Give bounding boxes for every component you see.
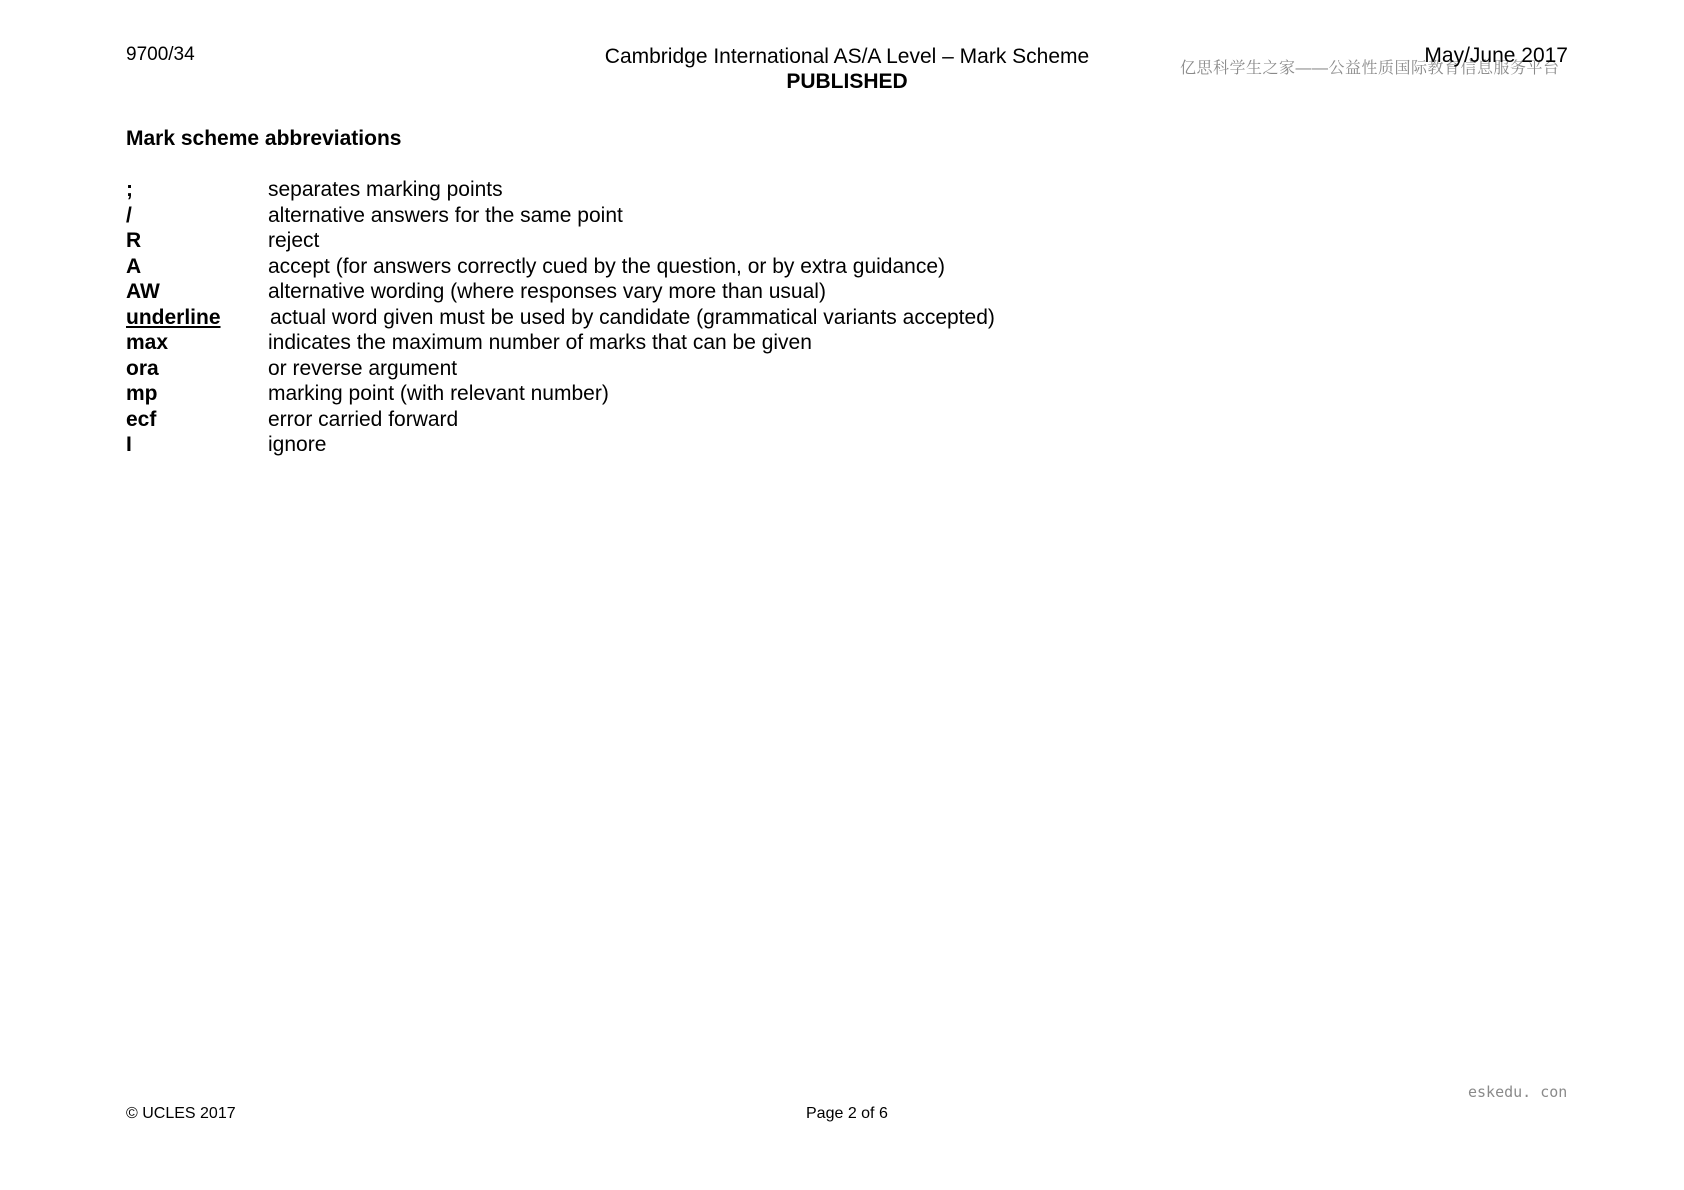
abbreviation-row (126, 330, 995, 356)
header-center (592, 44, 1102, 94)
abbreviation-term: ; (126, 178, 133, 201)
abbreviation-term: max (126, 331, 169, 354)
abbreviation-term: mp (126, 382, 158, 405)
status-label: PUBLISHED (786, 70, 908, 93)
abbreviation-term: AW (126, 280, 160, 303)
page-number: Page 2 of 6 (806, 1105, 888, 1122)
abbreviation-description: alternative answers for the same point (268, 203, 623, 227)
footer-copyright: © UCLES 2017 (126, 1105, 236, 1122)
abbreviation-list (126, 177, 995, 458)
abbreviation-term: I (126, 433, 132, 456)
section-heading: Mark scheme abbreviations (126, 127, 402, 150)
abbreviation-description: error carried forward (268, 407, 459, 431)
header-code: 9700/34 (126, 44, 195, 65)
abbreviation-term: R (126, 229, 142, 252)
abbreviation-description: separates marking points (268, 178, 503, 201)
abbreviation-description: accept (for answers correctly cued by the question, or by extra guidance) (268, 254, 946, 278)
abbreviation-row (126, 203, 995, 229)
document-title: Cambridge International AS/A Level – Mark Scheme (604, 45, 1090, 68)
abbreviation-row (126, 305, 995, 331)
abbreviation-description: actual word given must be used by candidate (grammatical variants accepted) (270, 305, 995, 329)
abbreviation-term: ecf (126, 407, 157, 431)
abbreviation-description: ignore (268, 433, 327, 456)
watermark-top: 亿思科学生之家——公益性质国际教育信息服务平台 (1180, 60, 1560, 77)
abbreviation-row (126, 407, 995, 433)
abbreviation-description: indicates the maximum number of marks that can be given (268, 331, 812, 354)
abbreviation-description: or reverse argument (268, 356, 458, 380)
abbreviation-row (126, 177, 995, 203)
abbreviation-description: marking point (with relevant number) (268, 382, 609, 405)
abbreviation-row (126, 381, 995, 407)
abbreviation-term: A (126, 254, 142, 278)
abbreviation-row (126, 432, 995, 458)
abbreviation-row (126, 228, 995, 254)
abbreviation-description: reject (268, 229, 320, 252)
watermark-bottom: eskedu. con (1468, 1083, 1568, 1101)
abbreviation-term: / (126, 203, 132, 227)
exam-session: May/June 2017 (1424, 44, 1568, 67)
abbreviation-term: underline (126, 305, 221, 329)
abbreviation-row (126, 356, 995, 382)
abbreviation-row (126, 279, 995, 305)
abbreviation-description: alternative wording (where responses vary more than usual) (268, 280, 826, 303)
abbreviation-row (126, 254, 995, 280)
abbreviation-term: ora (126, 356, 159, 380)
